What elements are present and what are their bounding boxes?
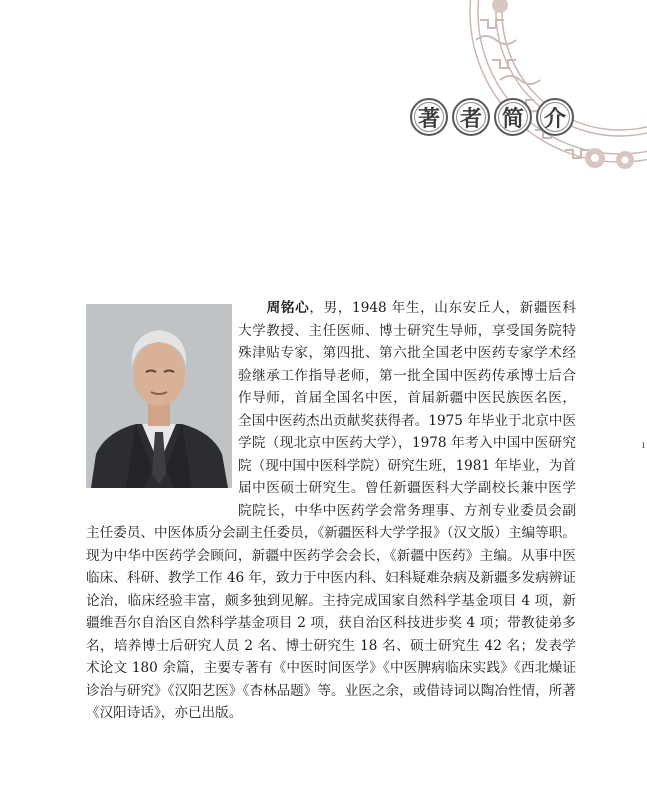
title-char: 者: [452, 98, 490, 136]
author-name: 周铭心: [266, 300, 310, 316]
portrait-spacer: [86, 297, 238, 522]
page-title: [410, 98, 574, 136]
author-bio-text: ，男，1948 年生，山东安丘人，新疆医科大学教授、主任医师、博士研究生导师，享受国务院特殊津贴专家，第四批、第六批全国老中医药专家学术经验继承工作指导老师，第一批全国中医药传承博士后合作导师，首届全国名中医，首届新疆中医民族医名医，全国中医药杰出贡献奖获得者。1975 年毕业于北京中医学院（现北京中医药大学），1978 年考入中国中医研究院（现中国中医科学院）研究生班，1981 年毕业，为首届中医硕士研究生。曾任新疆医科大学副校长兼中医学院院长，中华中医药学会常务理事、方剂专业委员会副主任委员、中医体质分会副主任委员，《新疆医科大学学报》（汉文版）主编等职。现为中华中医药学会顾问，新疆中医药学会会长，《新疆中医药》主编。从事中医临床、科研、教学工作 46 年，致力于中医内科、妇科疑难杂病及新疆多发病辨证论治，临床经验丰富，颇多独到见解。主持完成国家自然科学基金项目 4 项，新疆维吾尔自治区自然科学基金项目 2 项，获自治区科技进步奖 4 项；带教徒弟多名，培养博士后研究人员 2 名、博士研究生 18 名、硕士研究生 42 名；发表学术论文 180 余篇，主要专著有《中医时间医学》《中医脾病临床实践》《西北燥证诊治与研究》《汉阳艺医》《杏林品题》等。业医之余，或借诗词以陶冶性情，所著《汉阳诗话》，亦已出版。: [86, 300, 576, 721]
title-char: 介: [536, 98, 574, 136]
page-edge-mark: ı: [641, 440, 645, 451]
title-char: 简: [494, 98, 532, 136]
author-bio: [86, 297, 576, 725]
title-char: 著: [410, 98, 448, 136]
